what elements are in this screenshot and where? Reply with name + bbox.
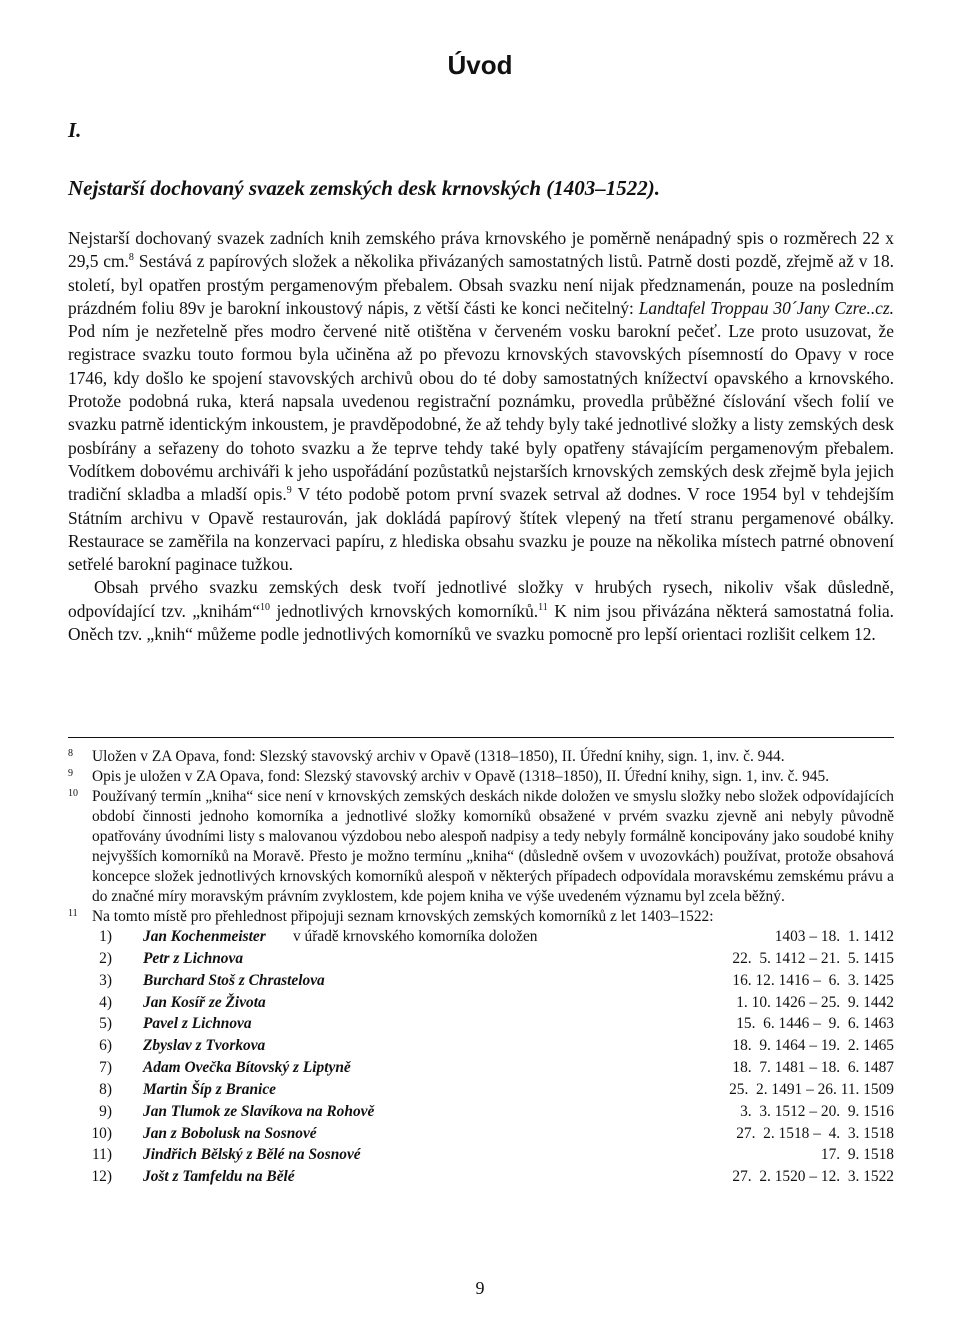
chamberlain-name: Martin Šíp z Branice (143, 1080, 276, 1098)
footnote-text: Používaný termín „kniha“ sice není v krnovských zemských deskách nikde doložen ve smyslu složky nebo složek odpovídajících období činnosti jednoho komorníka a jednotlivé složky komorníků obsažené v prvém svazku zjevně ani nebyly původně opatřovány úvodními listy s malovanou výzdobou nebo alespoň nadpisy a tedy nebyly formálně koncipovány jako soudobé knihy nejvyšších komorníků na Moravě. Přesto je možno termínu „kniha“ (důsledně ovšem v uvozovkách) používat, protože obsahová koncepce složek jednotlivých krnovských komorníků alespoň v některých případech odpovídala moravskému zemskému právu a do značné míry moravským právním zvyklostem, kde pojem kniha ve výše uvedeném významu byl zcela běžný. (92, 788, 894, 905)
chamberlain-name: Petr z Lichnova (143, 949, 244, 967)
tenure-dates: 27. 2. 1518 – 4. 3. 1518 (736, 1124, 894, 1142)
tenure-dates: 22. 5. 1412 – 21. 5. 1415 (732, 949, 894, 967)
chamberlain-name: Jan z Bobolusk na Sosnové (143, 1124, 317, 1142)
chamberlain-name: Jan Kochenmeister (143, 928, 266, 945)
list-item (92, 927, 894, 949)
list-index: 9) (99, 1102, 112, 1120)
tenure-dates: 1403 – 18. 1. 1412 (774, 928, 894, 945)
footnote-10 (68, 787, 894, 907)
footnote-divider (68, 737, 894, 738)
chamberlain-list (68, 927, 894, 1189)
list-item (92, 1124, 894, 1146)
footnote-ref-10: 10 (259, 601, 270, 613)
footnote-number: 10 (68, 788, 78, 799)
list-item (92, 1014, 894, 1036)
section-heading: Nejstarší dochovaný svazek zemských desk krnovských (1403–1522). (68, 176, 661, 200)
chamberlain-name: Jan Kosíř ze Života (143, 993, 266, 1011)
tenure-dates: 16. 12. 1416 – 6. 3. 1425 (732, 971, 894, 989)
list-item (92, 1058, 894, 1080)
paragraph-text: Nejstarší dochovaný svazek zadních knih zemského práva krnovského je poměrně nenápadný spis o rozměrech 22 x 29,5 cm. (68, 228, 894, 272)
footnote-ref-8: 8 (128, 252, 134, 264)
footnote-ref-9: 9 (286, 485, 292, 497)
list-index: 10) (91, 1124, 112, 1142)
list-item (92, 1167, 894, 1189)
page-number: 9 (475, 1278, 485, 1298)
paragraph-text: jednotlivých krnovských komorníků. (269, 600, 539, 621)
footnote-text: Uložen v ZA Opava, fond: Slezský stavovský archiv v Opavě (1318–1850), II. Úřední knihy, sign. 1, inv. č. 944. (92, 748, 785, 765)
list-item (92, 1145, 894, 1167)
footnote-text: Na tomto místě pro přehlednost připojuji seznam krnovských zemských komorníků z let 1403–1522: (92, 908, 714, 925)
body-text (68, 227, 894, 646)
paragraph-2 (68, 576, 894, 646)
tenure-dates: 17. 9. 1518 (820, 1146, 894, 1164)
tenure-dates: 25. 2. 1491 – 26. 11. 1509 (729, 1080, 894, 1098)
tenure-dates: 3. 3. 1512 – 20. 9. 1516 (740, 1102, 894, 1120)
inscription-quote: Landtafel Troppau 30´Jany Czre..cz. (638, 297, 894, 318)
chamberlain-name: Jošt z Tamfeldu na Bělé (143, 1168, 295, 1186)
footnote-number: 9 (68, 768, 73, 779)
list-item (92, 1080, 894, 1102)
footnote-number: 11 (68, 908, 78, 919)
list-index: 3) (99, 971, 112, 989)
tenure-dates: 27. 2. 1520 – 12. 3. 1522 (732, 1168, 894, 1186)
list-note: v úřadě krnovského komorníka doložen (293, 928, 538, 945)
paragraph-text: V této podobě potom první svazek setrval až dodnes. V roce 1954 byl v tehdejším Státním archivu v Opavě restaurován, jak dokládá papírový štítek vlepený na třetí stranu pergamenové obálky. Restaurace se zaměřila na konzervaci papíru, z hlediska obsahu svazku je pouze na několika místech patrné obnovení setřelé barokní paginace tužkou. (68, 484, 894, 575)
list-item (92, 949, 894, 971)
list-item (92, 971, 894, 993)
list-item (92, 1036, 894, 1058)
chamberlain-name: Pavel z Lichnova (143, 1015, 252, 1033)
footnotes (68, 747, 894, 1189)
footnote-number: 8 (68, 748, 73, 759)
list-index: 11) (92, 1146, 112, 1164)
chamberlain-name: Zbyslav z Tvorkova (143, 1037, 266, 1055)
chamberlain-name: Burchard Stoš z Chrastelova (143, 971, 325, 989)
page-title: Úvod (447, 50, 513, 80)
list-index: 4) (99, 993, 112, 1011)
footnote-ref-11: 11 (538, 601, 548, 613)
chamberlain-name: Adam Ovečka Bítovský z Liptyně (143, 1059, 351, 1077)
paragraph-text: K nim jsou přivázána některá samostatná folia. Oněch tzv. „knih“ můžeme podle jednotlivých komorníků ve svazku pomocně pro lepší orientaci rozlišit celkem 12. (68, 600, 895, 645)
tenure-dates: 1. 10. 1426 – 25. 9. 1442 (736, 993, 894, 1011)
footnote-text: Opis je uložen v ZA Opava, fond: Slezský stavovský archiv v Opavě (1318–1850), II. Úřední knihy, sign. 1, inv. č. 945. (92, 768, 830, 785)
list-index: 5) (99, 1015, 112, 1033)
tenure-dates: 15. 6. 1446 – 9. 6. 1463 (736, 1015, 894, 1033)
list-index: 6) (99, 1037, 112, 1055)
section-number: I. (68, 118, 82, 142)
list-item (92, 993, 894, 1015)
list-index: 7) (99, 1059, 112, 1077)
footnote-11 (68, 907, 894, 927)
list-index: 2) (99, 949, 112, 967)
footnote-9 (68, 767, 894, 787)
tenure-dates: 18. 7. 1481 – 18. 6. 1487 (732, 1059, 894, 1077)
footnote-8 (68, 747, 894, 767)
paragraph-text: Sestává z papírových složek a několika přivázaných samostatných listů. Patrně dosti pozdě, zřejmě až v 18. století, byl opatřen prostým pergamenovým přebalem. Obsah svazku není nijak předznamenán, pouze na posledním prázdném foliu 89v je barokní inkoustový nápis, z větší části ke konci nečitelný: (68, 251, 894, 318)
list-item (92, 1102, 894, 1124)
list-index: 12) (91, 1168, 112, 1186)
tenure-dates: 18. 9. 1464 – 19. 2. 1465 (732, 1037, 894, 1055)
paragraph-text: Pod ním je nezřetelně přes modro červené nitě otištěna v červeném vosku barokní pečeť. Lze proto usuzovat, že registrace svazku touto formou byla učiněna až po převozu krnovských stavovských písemností do Opavy v roce 1746, kdy došlo ke spojení stavovských archivů obou do té doby samostatných knížectví opavského a krnovského. Protože podobná ruka, která napsala uvedenou registrační poznámku, provedla průběžné číslování všech folií ve svazku patrně identickým inkoustem, je pravděpodobné, že až tehdy byly také jednotlivé složky a listy zemských desk posbírány a seřazeny do tohoto svazku a že teprve tehdy také byly opatřeny stávajícím pergamenovým přebalem. Vodítkem dobovému archiváři k jeho uspořádání pozůstatků nejstarších krnovských zemských desk zřejmě byla jejich tradiční skladba a mladší opis. (68, 321, 894, 505)
chamberlain-name: Jindřich Bělský z Bělé na Sosnové (143, 1146, 361, 1164)
list-index: 1) (99, 928, 112, 945)
chamberlain-name: Jan Tlumok ze Slavíkova na Rohově (143, 1102, 375, 1120)
paragraph-text: Obsah prvého svazku zemských desk tvoří jednotlivé složky v hrubých rysech, nikoliv však důsledně, odpovídající tzv. „knihám“ (68, 577, 894, 621)
list-index: 8) (99, 1080, 112, 1098)
paragraph-1 (68, 227, 894, 576)
